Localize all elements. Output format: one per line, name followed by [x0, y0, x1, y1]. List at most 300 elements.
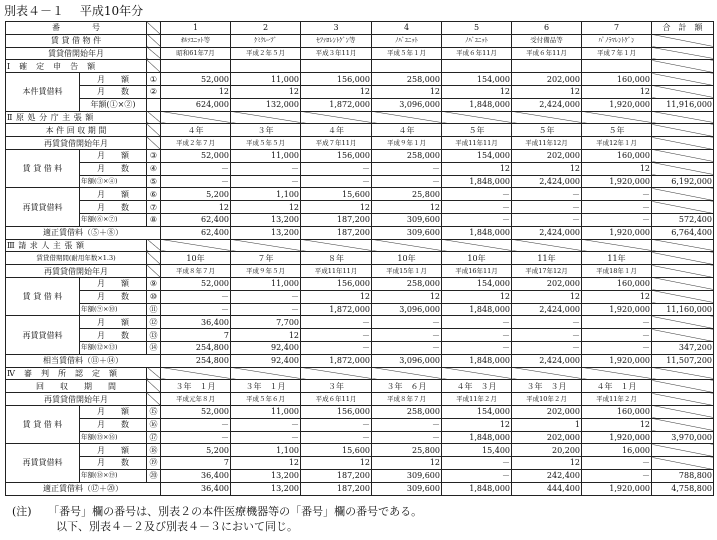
- footnote-line-2: 以下、別表４－２及び別表４－３において同じ。: [56, 520, 298, 533]
- total-cell: 11,916,000: [652, 98, 714, 111]
- value-cell: 36,400: [161, 482, 231, 495]
- final-row: [6, 354, 714, 367]
- value-cell: 254,800: [161, 354, 231, 367]
- start-date: 平成５年１月: [372, 47, 442, 60]
- value-cell: 12: [582, 418, 652, 431]
- value-cell: 202,000: [512, 149, 582, 162]
- diagonal-cell: [652, 111, 714, 124]
- diagonal-cell: [231, 111, 301, 124]
- value-cell: 12: [512, 457, 582, 470]
- value-cell: 202,000: [512, 431, 582, 444]
- row-number: ⑦: [147, 201, 161, 214]
- empty-cell: [442, 60, 512, 73]
- row-number: ⑰: [147, 431, 161, 444]
- row-number: ⑥: [147, 188, 161, 201]
- value-cell: 12: [512, 290, 582, 303]
- restart-row: [6, 137, 714, 150]
- value-cell: 52,000: [161, 405, 231, 418]
- value-cell: －: [442, 188, 512, 201]
- data-row: [6, 188, 714, 201]
- diagonal-cell: [652, 252, 714, 265]
- period-row: [6, 380, 714, 393]
- row-number: ⑪: [147, 303, 161, 316]
- diagonal-cell: [582, 239, 652, 252]
- value-cell: 52,000: [161, 149, 231, 162]
- value-cell: 52,000: [161, 277, 231, 290]
- value-cell: －: [161, 303, 231, 316]
- section-title: Ⅲ 請 求 人 主 張 額: [6, 239, 147, 252]
- row-number: ④: [147, 162, 161, 175]
- number-header: 番 号: [6, 22, 147, 35]
- period-value: ３年 １月: [161, 380, 231, 393]
- value-cell: 1,920,000: [582, 226, 652, 239]
- restart-row: [6, 265, 714, 278]
- diagonal-cell: [652, 277, 714, 290]
- row-label: 月 額: [80, 149, 147, 162]
- section-title-row: [6, 367, 714, 380]
- period-value: 10年: [442, 252, 512, 265]
- value-cell: 2,424,000: [512, 226, 582, 239]
- diagonal-cell: [231, 367, 301, 380]
- value-cell: －: [161, 418, 231, 431]
- value-cell: 258,000: [372, 277, 442, 290]
- diagonal-cell: [652, 34, 714, 47]
- value-cell: －: [372, 175, 442, 188]
- restart-label: 再賃貸借開始年月: [6, 265, 147, 278]
- diagonal-cell: [372, 239, 442, 252]
- restart-date: 平成10年２月: [512, 393, 582, 406]
- row-label: 年額(⑥×⑦): [80, 213, 147, 226]
- table-body: [6, 22, 714, 496]
- row-number: [147, 98, 161, 111]
- row-label: 月 額: [80, 73, 147, 86]
- header-row-item: [6, 34, 714, 47]
- value-cell: 15,600: [301, 444, 372, 457]
- value-cell: 15,600: [301, 188, 372, 201]
- value-cell: 160,000: [582, 405, 652, 418]
- value-cell: 156,000: [301, 149, 372, 162]
- restart-date: 平成11年２月: [442, 393, 512, 406]
- item-name: 受付備品等: [512, 34, 582, 47]
- value-cell: －: [231, 162, 301, 175]
- value-cell: －: [442, 457, 512, 470]
- item-name: ｵﾙｿﾕﾆｯﾄ等: [161, 34, 231, 47]
- item-header: 賃 貸 借 物 件: [6, 34, 147, 47]
- value-cell: 13,200: [231, 469, 301, 482]
- row-label: 月 数: [80, 457, 147, 470]
- value-cell: 2,424,000: [512, 354, 582, 367]
- value-cell: 132,000: [231, 98, 301, 111]
- value-cell: 1,920,000: [582, 431, 652, 444]
- column-number: 3: [301, 22, 372, 35]
- value-cell: －: [301, 418, 372, 431]
- data-row: [6, 457, 714, 470]
- section-title: Ⅱ 原 処 分 庁 主 張 額: [6, 111, 147, 124]
- value-cell: －: [161, 175, 231, 188]
- diagonal-cell: [652, 329, 714, 342]
- total-cell: 572,400: [652, 213, 714, 226]
- data-row: [6, 149, 714, 162]
- diagonal-cell: [652, 405, 714, 418]
- value-cell: －: [231, 175, 301, 188]
- diagonal-cell: [652, 60, 714, 73]
- diagonal-cell: [301, 367, 372, 380]
- value-cell: 92,400: [231, 354, 301, 367]
- restart-date: 平成５年５月: [231, 137, 301, 150]
- group-label: 賃 貸 借 料: [6, 405, 80, 443]
- period-value: ４年 ３月: [442, 380, 512, 393]
- diagonal-cell: [147, 47, 161, 60]
- group-label: 賃 貸 借 料: [6, 149, 80, 187]
- value-cell: 12: [372, 457, 442, 470]
- row-number: ①: [147, 73, 161, 86]
- value-cell: －: [442, 316, 512, 329]
- value-cell: 12: [301, 201, 372, 214]
- data-row: [6, 201, 714, 214]
- diagonal-cell: [582, 111, 652, 124]
- row-number: ⑫: [147, 316, 161, 329]
- value-cell: 52,000: [161, 73, 231, 86]
- value-cell: 7,700: [231, 316, 301, 329]
- value-cell: －: [231, 290, 301, 303]
- value-cell: 309,600: [372, 213, 442, 226]
- value-cell: 156,000: [301, 73, 372, 86]
- restart-date: 平成９年１月: [372, 137, 442, 150]
- value-cell: 25,800: [372, 444, 442, 457]
- group-label: 再賃貸借料: [6, 444, 80, 482]
- column-number: 2: [231, 22, 301, 35]
- total-cell: 347,200: [652, 341, 714, 354]
- value-cell: 1,872,000: [301, 98, 372, 111]
- value-cell: 202,000: [512, 405, 582, 418]
- value-cell: 258,000: [372, 73, 442, 86]
- value-cell: 1,848,000: [442, 98, 512, 111]
- row-number: ⑧: [147, 213, 161, 226]
- value-cell: －: [582, 213, 652, 226]
- period-value: ７年: [231, 252, 301, 265]
- value-cell: 12: [442, 418, 512, 431]
- diagonal-cell: [652, 201, 714, 214]
- final-total: 11,507,200: [652, 354, 714, 367]
- row-label: 年額(⑱×⑲): [80, 469, 147, 482]
- period-value: ４年: [301, 124, 372, 137]
- restart-date: 平成16年11月: [442, 265, 512, 278]
- row-number: ②: [147, 85, 161, 98]
- value-cell: －: [161, 290, 231, 303]
- value-cell: 3,096,000: [372, 354, 442, 367]
- group-label: 再賃貸借料: [6, 188, 80, 226]
- value-cell: 12: [301, 85, 372, 98]
- section-title-row: [6, 239, 714, 252]
- data-row: [6, 418, 714, 431]
- row-label: 月 数: [80, 418, 147, 431]
- data-row: [6, 316, 714, 329]
- diagonal-cell: [652, 47, 714, 60]
- value-cell: 1,848,000: [442, 431, 512, 444]
- total-cell: 3,970,000: [652, 431, 714, 444]
- row-label: 月 数: [80, 201, 147, 214]
- value-cell: －: [301, 431, 372, 444]
- value-cell: 309,600: [372, 469, 442, 482]
- row-number: ⑮: [147, 405, 161, 418]
- restart-date: 平成11年11月: [301, 265, 372, 278]
- diagonal-cell: [147, 380, 161, 393]
- diagonal-cell: [652, 393, 714, 406]
- value-cell: －: [582, 457, 652, 470]
- value-cell: －: [301, 341, 372, 354]
- section-title: Ⅳ 審 判 所 認 定 額: [6, 367, 147, 380]
- diagonal-cell: [512, 111, 582, 124]
- value-cell: 62,400: [161, 226, 231, 239]
- value-cell: －: [512, 213, 582, 226]
- diagonal-cell: [652, 239, 714, 252]
- restart-date: 平成11年12月: [512, 137, 582, 150]
- value-cell: －: [442, 469, 512, 482]
- value-cell: 16,000: [582, 444, 652, 457]
- value-cell: 15,400: [442, 444, 512, 457]
- final-label: 相当賃借料（⑪＋⑭）: [6, 354, 161, 367]
- value-cell: 5,200: [161, 188, 231, 201]
- row-number: ⑯: [147, 418, 161, 431]
- value-cell: 154,000: [442, 277, 512, 290]
- data-row: [6, 469, 714, 482]
- value-cell: 11,000: [231, 277, 301, 290]
- value-cell: －: [512, 329, 582, 342]
- total-cell: 788,800: [652, 469, 714, 482]
- start-date: 平成２年５月: [231, 47, 301, 60]
- value-cell: 258,000: [372, 149, 442, 162]
- lease-table: [5, 21, 714, 496]
- diagonal-cell: [147, 22, 161, 35]
- period-label: 回 収 期 間: [6, 380, 147, 393]
- value-cell: －: [231, 418, 301, 431]
- value-cell: 12: [161, 201, 231, 214]
- value-cell: 242,400: [512, 469, 582, 482]
- value-cell: 187,200: [301, 469, 372, 482]
- diagonal-cell: [652, 124, 714, 137]
- total-header: 合 計 額: [652, 22, 714, 35]
- empty-cell: [582, 60, 652, 73]
- final-row: [6, 226, 714, 239]
- period-value: ８年: [301, 252, 372, 265]
- start-date: 平成６年11月: [512, 47, 582, 60]
- period-value: 11年: [512, 252, 582, 265]
- row-label: 月 数: [80, 329, 147, 342]
- item-name: ｾﾌｧﾛﾚﾝﾄｹﾞﾝ等: [301, 34, 372, 47]
- value-cell: 12: [512, 162, 582, 175]
- value-cell: 309,600: [372, 226, 442, 239]
- value-cell: 309,600: [372, 482, 442, 495]
- diagonal-cell: [161, 111, 231, 124]
- value-cell: 160,000: [582, 149, 652, 162]
- footnote-marker: (注): [12, 505, 32, 518]
- value-cell: 187,200: [301, 226, 372, 239]
- header-row-number: [6, 22, 714, 35]
- value-cell: 444,400: [512, 482, 582, 495]
- restart-date: 平成５年６月: [231, 393, 301, 406]
- value-cell: 13,200: [231, 226, 301, 239]
- diagonal-cell: [147, 124, 161, 137]
- diagonal-cell: [161, 367, 231, 380]
- row-number: ⑳: [147, 469, 161, 482]
- value-cell: 1,848,000: [442, 175, 512, 188]
- value-cell: －: [582, 469, 652, 482]
- period-value: ５年: [582, 124, 652, 137]
- data-row: [6, 175, 714, 188]
- value-cell: －: [301, 316, 372, 329]
- row-label: 月 額: [80, 188, 147, 201]
- restart-date: 平成12年１月: [582, 137, 652, 150]
- value-cell: －: [372, 316, 442, 329]
- period-value: ３年: [231, 124, 301, 137]
- row-number: ③: [147, 149, 161, 162]
- value-cell: 1,920,000: [582, 482, 652, 495]
- data-row: [6, 303, 714, 316]
- period-value: ３年 １月: [231, 380, 301, 393]
- group-label: 賃 貸 借 料: [6, 277, 80, 315]
- diagonal-cell: [512, 367, 582, 380]
- value-cell: －: [372, 329, 442, 342]
- period-value: ５年: [442, 124, 512, 137]
- final-label: 適正賃借料（⑤＋⑧）: [6, 226, 161, 239]
- restart-date: 平成７年11月: [301, 137, 372, 150]
- value-cell: －: [231, 303, 301, 316]
- value-cell: 1,872,000: [301, 354, 372, 367]
- header-row-date: [6, 47, 714, 60]
- data-row: [6, 277, 714, 290]
- empty-cell: [301, 60, 372, 73]
- period-value: 11年: [582, 252, 652, 265]
- diagonal-cell: [231, 239, 301, 252]
- restart-date: 平成元年８月: [161, 393, 231, 406]
- value-cell: 12: [231, 85, 301, 98]
- restart-row: [6, 393, 714, 406]
- value-cell: 12: [442, 162, 512, 175]
- diagonal-cell: [652, 137, 714, 150]
- data-row: [6, 405, 714, 418]
- diagonal-cell: [652, 316, 714, 329]
- value-cell: 7: [161, 329, 231, 342]
- value-cell: 12: [442, 85, 512, 98]
- data-row: [6, 290, 714, 303]
- section-title-row: [6, 60, 714, 73]
- value-cell: －: [582, 201, 652, 214]
- row-label: 月 額: [80, 405, 147, 418]
- value-cell: 7: [161, 457, 231, 470]
- diagonal-cell: [301, 239, 372, 252]
- row-number: ⑨: [147, 277, 161, 290]
- value-cell: 12: [231, 201, 301, 214]
- diagonal-cell: [652, 290, 714, 303]
- diagonal-cell: [442, 111, 512, 124]
- value-cell: －: [231, 431, 301, 444]
- diagonal-cell: [652, 444, 714, 457]
- period-row: [6, 252, 714, 265]
- value-cell: 187,200: [301, 213, 372, 226]
- data-row: [6, 431, 714, 444]
- diagonal-cell: [372, 367, 442, 380]
- value-cell: －: [582, 329, 652, 342]
- data-row: [6, 341, 714, 354]
- value-cell: －: [372, 162, 442, 175]
- diagonal-cell: [582, 367, 652, 380]
- start-date-header: 賃貸借開始年月: [6, 47, 147, 60]
- value-cell: －: [301, 162, 372, 175]
- value-cell: －: [301, 329, 372, 342]
- diagonal-cell: [652, 188, 714, 201]
- value-cell: 1: [512, 418, 582, 431]
- diagonal-cell: [652, 418, 714, 431]
- column-number: 5: [442, 22, 512, 35]
- value-cell: 156,000: [301, 405, 372, 418]
- restart-label: 再賃貸借開始年月: [6, 393, 147, 406]
- value-cell: －: [512, 316, 582, 329]
- column-number: 4: [372, 22, 442, 35]
- footnote-line-1: 「番号」欄の番号は、別表２の本件医療機器等の「番号」欄の番号である。: [53, 505, 423, 518]
- value-cell: 154,000: [442, 73, 512, 86]
- period-value: ３年 ６月: [372, 380, 442, 393]
- diagonal-cell: [147, 34, 161, 47]
- row-label: 月 数: [80, 85, 147, 98]
- empty-cell: [512, 60, 582, 73]
- diagonal-cell: [147, 252, 161, 265]
- value-cell: 12: [161, 85, 231, 98]
- value-cell: 202,000: [512, 277, 582, 290]
- row-label: 月 数: [80, 162, 147, 175]
- restart-date: 平成８年７月: [161, 265, 231, 278]
- diagonal-cell: [652, 380, 714, 393]
- value-cell: 187,200: [301, 482, 372, 495]
- data-row: [6, 98, 714, 111]
- column-number: 1: [161, 22, 231, 35]
- restart-date: 平成２年７月: [161, 137, 231, 150]
- diagonal-cell: [652, 457, 714, 470]
- value-cell: 12: [372, 201, 442, 214]
- item-name: ﾊﾟﾉﾗﾏﾚﾝﾄｹﾞﾝ: [582, 34, 652, 47]
- value-cell: 3,096,000: [372, 98, 442, 111]
- value-cell: 624,000: [161, 98, 231, 111]
- diagonal-cell: [512, 239, 582, 252]
- data-row: [6, 329, 714, 342]
- diagonal-cell: [652, 85, 714, 98]
- period-value: ５年: [512, 124, 582, 137]
- diagonal-cell: [147, 60, 161, 73]
- item-name: ﾉﾊﾞﾕﾆｯﾄ: [442, 34, 512, 47]
- column-number: 6: [512, 22, 582, 35]
- diagonal-cell: [147, 367, 161, 380]
- period-value: ４年: [372, 124, 442, 137]
- value-cell: 1,100: [231, 188, 301, 201]
- start-date: 平成７年１月: [582, 47, 652, 60]
- final-total: 4,758,800: [652, 482, 714, 495]
- period-label: 賃貸借期間(耐用年数×1.3): [6, 252, 147, 265]
- value-cell: 1,920,000: [582, 303, 652, 316]
- footnote: [12, 504, 422, 534]
- value-cell: 1,920,000: [582, 98, 652, 111]
- value-cell: 1,848,000: [442, 303, 512, 316]
- value-cell: 156,000: [301, 277, 372, 290]
- diagonal-cell: [147, 239, 161, 252]
- value-cell: 12: [372, 290, 442, 303]
- row-number: ⑬: [147, 329, 161, 342]
- restart-date: 平成６年11月: [301, 393, 372, 406]
- value-cell: 2,424,000: [512, 175, 582, 188]
- restart-date: 平成11年11月: [442, 137, 512, 150]
- value-cell: 12: [582, 290, 652, 303]
- period-value: 10年: [161, 252, 231, 265]
- period-value: ３年: [301, 380, 372, 393]
- total-cell: 11,160,000: [652, 303, 714, 316]
